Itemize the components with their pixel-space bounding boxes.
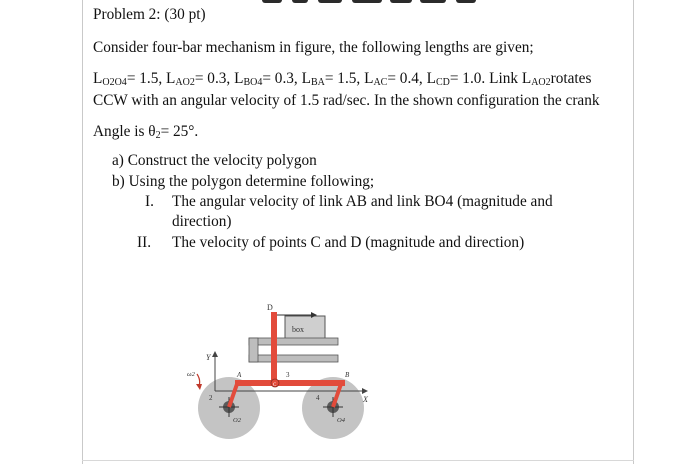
- list-item-a: a) Construct the velocity polygon: [112, 152, 317, 169]
- subitem-marker-ii: II.: [137, 234, 152, 251]
- subitem-text-ii: The velocity of points C and D (magnitude and direction): [172, 234, 525, 251]
- problem-title: Problem 2: (30 pt): [93, 6, 206, 23]
- page-left-border: [82, 0, 83, 464]
- left-post: [249, 338, 258, 362]
- label-box: box: [292, 325, 304, 334]
- subitem-text-i-cont: direction): [172, 213, 232, 230]
- intro-sentence: Consider four-bar mechanism in figure, the following lengths are given;: [93, 39, 534, 56]
- link-cd: [271, 312, 277, 386]
- subitem-text-i: The angular velocity of link AB and link BO4 (magnitude and: [172, 193, 553, 210]
- page-right-border: [633, 0, 634, 464]
- mechanism-figure: [185, 300, 385, 440]
- slider-bottom-rail: [249, 355, 338, 362]
- angular-velocity-line: CCW with an angular velocity of 1.5 rad/sec. In the shown configuration the crank: [93, 92, 600, 109]
- label-d: D: [267, 303, 273, 312]
- crank-angle-line: Angle is $\theta_2= 25^\circ$.: [93, 123, 199, 141]
- lengths-line: $L_{O2O4}= 1.5$, $L_{AO2}= 0.3$, $L_{BO4}= 0.3$, $L_{BA}= 1.5$, $L_{AC}= 0.4$, $L_{CD}= 1.0$. Link $L_{AO2}rotates$: [93, 70, 592, 88]
- label-omega: ω2: [187, 371, 195, 378]
- label-y: Y: [206, 353, 211, 362]
- label-b: B: [345, 371, 350, 379]
- link-ab: [235, 380, 345, 386]
- label-o2: O2: [233, 417, 241, 424]
- header-banner-fragment: [0, 0, 700, 5]
- subitem-marker-i: I.: [145, 193, 154, 210]
- page-bottom-border: [82, 460, 634, 461]
- label-c: C: [273, 383, 277, 388]
- label-2: 2: [209, 394, 213, 402]
- list-item-b: b) Using the polygon determine following;: [112, 173, 375, 190]
- label-3: 3: [286, 371, 290, 379]
- label-4: 4: [316, 394, 320, 402]
- label-o4: O4: [337, 417, 345, 424]
- slider-top-rail: [249, 338, 338, 345]
- label-a: A: [237, 371, 242, 379]
- label-x: X: [363, 395, 368, 404]
